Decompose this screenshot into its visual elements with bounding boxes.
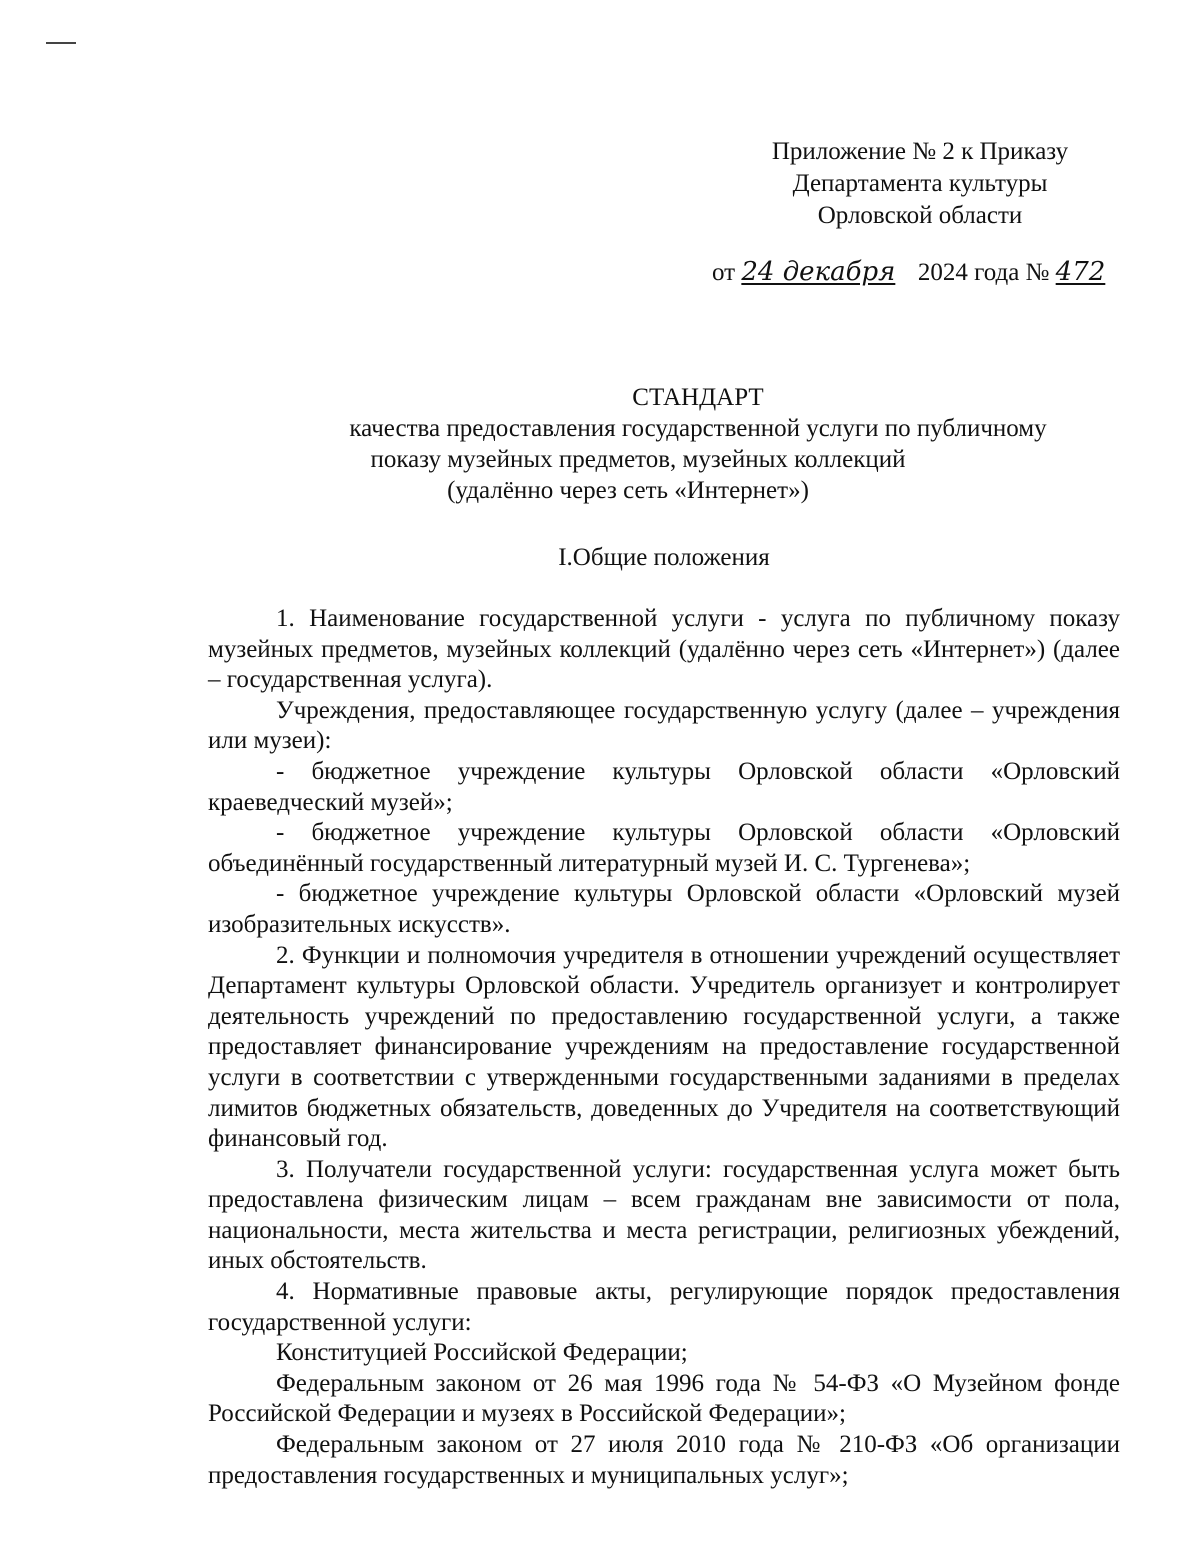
- document-title: [208, 382, 1188, 506]
- paragraph: - бюджетное учреждение культуры Орловской области «Орловский объединённый государственный литературный музей И. С. Тургенева»;: [208, 819, 1120, 877]
- appendix-line-2: Департамента культуры: [792, 170, 1048, 197]
- title-line-1: качества предоставления государственной услуги по публичному: [349, 415, 1047, 442]
- section-heading: I.Общие положения: [558, 544, 770, 571]
- paragraph: - бюджетное учреждение культуры Орловской области «Орловский музей изобразительных искусств».: [208, 880, 1120, 938]
- paragraph: 2. Функции и полномочия учредителя в отношении учреждений осуществляет Департамент культуры Орловской области. Учредитель организует и контролирует деятельность учреждений по предоставлению государственной услуги, а также предоставляет финансирование учреждениям на предоставление государственной услуги в соответствии с утвержденными государственными заданиями в пределах лимитов бюджетных обязательств, доведенных до Учредителя на соответствующий финансовый год.: [208, 941, 1120, 1153]
- paragraph: Учреждения, предоставляющее государственную услугу (далее – учреждения или музеи):: [208, 696, 1120, 755]
- appendix-line-1: Приложение № 2 к Приказу: [771, 138, 1069, 165]
- scan-mark: [46, 42, 76, 44]
- date-prefix: от: [712, 259, 736, 286]
- year-text: 2024 года №: [917, 259, 1050, 286]
- paragraph: Федеральным законом от 27 июля 2010 года № 210-ФЗ «Об организации предоставления государственных и муниципальных услуг»;: [208, 1431, 1120, 1489]
- paragraph: 4. Нормативные правовые акты, регулирующие порядок предоставления государственной услуги:: [208, 1278, 1120, 1336]
- order-date-line: [712, 255, 1105, 290]
- paragraph: 1. Наименование государственной услуги - услуга по публичному показу музейных предметов, музейных коллекций (удалённо через сеть «Интернет») (далее – государственная услуга).: [208, 605, 1120, 694]
- appendix-line-3: Орловской области: [817, 202, 1023, 229]
- paragraph: Федеральным законом от 26 мая 1996 года № 54-ФЗ «О Музейном фонде Российской Федерации и музеях в Российской Федерации»;: [208, 1369, 1120, 1428]
- paragraph: Конституцией Российской Федерации;: [276, 1339, 688, 1367]
- handwritten-order-number: 472: [1055, 257, 1106, 287]
- title-heading: СТАНДАРТ: [632, 384, 764, 411]
- title-line-2: показу музейных предметов, музейных коллекций: [370, 446, 906, 473]
- handwritten-date: 24 декабря: [741, 257, 896, 287]
- paragraph: 3. Получатели государственной услуги: государственная услуга может быть предоставлена физическим лицам – всем гражданам вне зависимости от пола, национальности, места жительства и места регистрации, религиозных убеждений, иных обстоятельств.: [208, 1155, 1120, 1275]
- body-text: [208, 604, 1120, 1491]
- paragraph: - бюджетное учреждение культуры Орловской области «Орловский краеведческий музей»;: [208, 757, 1120, 816]
- appendix-note: [720, 136, 1120, 232]
- title-line-3: (удалённо через сеть «Интернет»): [447, 477, 809, 504]
